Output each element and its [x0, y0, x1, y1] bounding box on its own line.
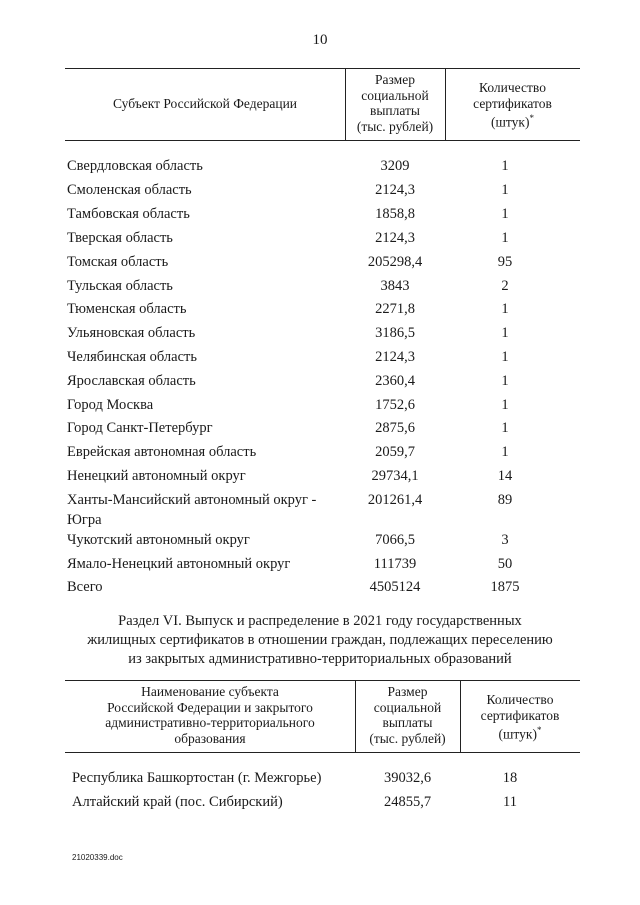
subject-name: Свердловская область [67, 158, 203, 174]
header-line: (тыс. рублей) [369, 730, 446, 746]
payment-value: 2124,3 [375, 349, 415, 365]
table1-top-rule [65, 68, 580, 69]
table-row [0, 252, 640, 276]
table2-header-subject [65, 684, 355, 746]
payment-value: 3186,5 [375, 325, 415, 341]
payment-value: 3209 [380, 158, 410, 174]
subject-name: Челябинская область [67, 349, 197, 365]
subject-name: Ненецкий автономный округ [67, 468, 246, 484]
subject-name: Тюменская область [67, 301, 187, 317]
subject-name-line: Ханты-Мансийский автономный округ - [67, 492, 317, 508]
payment-value: 1858,8 [375, 206, 415, 222]
table-row [0, 299, 640, 323]
header-line: социальной [361, 87, 429, 103]
table2-header-count [460, 692, 580, 742]
header-line [445, 111, 580, 130]
table-row [0, 347, 640, 371]
payment-value: 2059,7 [375, 444, 415, 460]
table-row [0, 276, 640, 300]
payment-value: 2875,6 [375, 420, 415, 436]
subject-name: Город Москва [67, 397, 154, 413]
subject-name: Город Санкт-Петербург [67, 420, 213, 436]
section-title-line: из закрытых административно-территориальных образований [128, 651, 512, 667]
subject-name: Алтайский край (пос. Сибирский) [72, 794, 283, 810]
subject-name [67, 490, 347, 530]
subject-name: Тверская область [67, 230, 173, 246]
header-line: Российской Федерации и закрытого [107, 699, 313, 715]
count-value: 14 [497, 468, 513, 484]
table-row [0, 180, 640, 204]
table-row [0, 228, 640, 252]
count-value: 1 [501, 158, 509, 174]
table-row [0, 371, 640, 395]
table-row-total [0, 577, 640, 601]
header-line: Количество [479, 80, 546, 95]
table-row [0, 530, 640, 554]
table-row [0, 395, 640, 419]
table1-header-count [445, 80, 580, 130]
payment-value: 2124,3 [375, 230, 415, 246]
count-value: 3 [501, 532, 509, 548]
footnote-mark: * [536, 725, 542, 735]
payment-value: 24855,7 [383, 794, 432, 810]
count-value: 1 [501, 444, 509, 460]
table1-header-subject: Субъект Российской Федерации [112, 96, 298, 111]
count-value: 1 [501, 397, 509, 413]
header-line: социальной [373, 699, 442, 715]
count-value: 1 [501, 420, 509, 436]
header-line: административно-территориального [105, 715, 315, 730]
count-value: 50 [497, 556, 513, 572]
header-line: образования [174, 730, 246, 746]
count-value: 1 [501, 373, 509, 389]
subject-name: Ямало-Ненецкий автономный округ [67, 556, 291, 572]
table-row [0, 554, 640, 578]
count-value: 89 [497, 492, 513, 508]
payment-value: 2360,4 [375, 373, 415, 389]
subject-name: Всего [67, 579, 103, 595]
header-line: (тыс. рублей) [356, 118, 434, 134]
subject-name: Чукотский автономный округ [67, 532, 250, 548]
table2-header-payment [355, 684, 460, 746]
count-value: 1875 [490, 579, 520, 595]
payment-value: 111739 [373, 556, 417, 572]
count-value: 1 [501, 182, 509, 198]
table-row [0, 204, 640, 228]
table-row [0, 442, 640, 466]
subject-name: Тамбовская область [67, 206, 190, 222]
payment-value: 2124,3 [375, 182, 415, 198]
header-line: Наименование субъекта [141, 684, 279, 699]
count-value: 1 [501, 301, 509, 317]
subject-name: Смоленская область [67, 182, 192, 198]
table2-header-rule [65, 752, 580, 753]
page-number: 10 [312, 32, 328, 48]
header-line: выплаты [369, 103, 421, 118]
header-line: сертификатов [480, 707, 560, 723]
section-title-line: Раздел VI. Выпуск и распределение в 2021 году государственных [118, 613, 522, 629]
payment-value: 39032,6 [383, 770, 432, 786]
table1-header-payment [345, 72, 445, 134]
header-line: Размер [387, 684, 428, 699]
table-row [0, 466, 640, 490]
subject-name: Тульская область [67, 278, 173, 294]
count-value: 18 [502, 770, 518, 786]
payment-value: 3843 [380, 278, 410, 294]
section-title-line: жилищных сертификатов в отношении граждан, подлежащих переселению [87, 632, 553, 648]
header-line: выплаты [382, 715, 433, 730]
payment-value: 201261,4 [367, 492, 423, 508]
payment-value: 7066,5 [375, 532, 415, 548]
count-value: 1 [501, 230, 509, 246]
header-line: Размер [375, 72, 415, 87]
subject-name: Ярославская область [67, 373, 196, 389]
table-row [0, 768, 640, 792]
header-line [460, 723, 580, 742]
document-footer-filename: 21020339.doc [72, 853, 123, 862]
header-line: Количество [486, 692, 554, 707]
table2-top-rule [65, 680, 580, 681]
subject-name: Ульяновская область [67, 325, 196, 341]
subject-name: Еврейская автономная область [67, 444, 257, 460]
payment-value: 2271,8 [375, 301, 415, 317]
header-line: сертификатов [473, 95, 552, 111]
count-value: 2 [501, 278, 509, 294]
count-value: 95 [497, 254, 513, 270]
table-row [0, 156, 640, 180]
table1-header-rule [65, 140, 580, 141]
section-title [60, 612, 580, 669]
header-count-unit: (штук) [491, 114, 530, 130]
payment-value: 1752,6 [375, 397, 415, 413]
payment-value: 205298,4 [367, 254, 423, 270]
subject-name: Томская область [67, 254, 169, 270]
table-row [0, 323, 640, 347]
footnote-mark: * [529, 113, 534, 123]
table-row [0, 418, 640, 442]
count-value: 11 [503, 794, 517, 810]
payment-value: 4505124 [369, 579, 421, 595]
count-value: 1 [501, 349, 509, 365]
count-value: 1 [501, 206, 509, 222]
table-row [0, 490, 640, 530]
header-count-unit: (штук) [498, 726, 537, 742]
subject-name-line: Югра [67, 512, 102, 528]
subject-name: Республика Башкортостан (г. Межгорье) [72, 770, 322, 786]
table-row [0, 792, 640, 816]
count-value: 1 [501, 325, 509, 341]
payment-value: 29734,1 [371, 468, 419, 484]
